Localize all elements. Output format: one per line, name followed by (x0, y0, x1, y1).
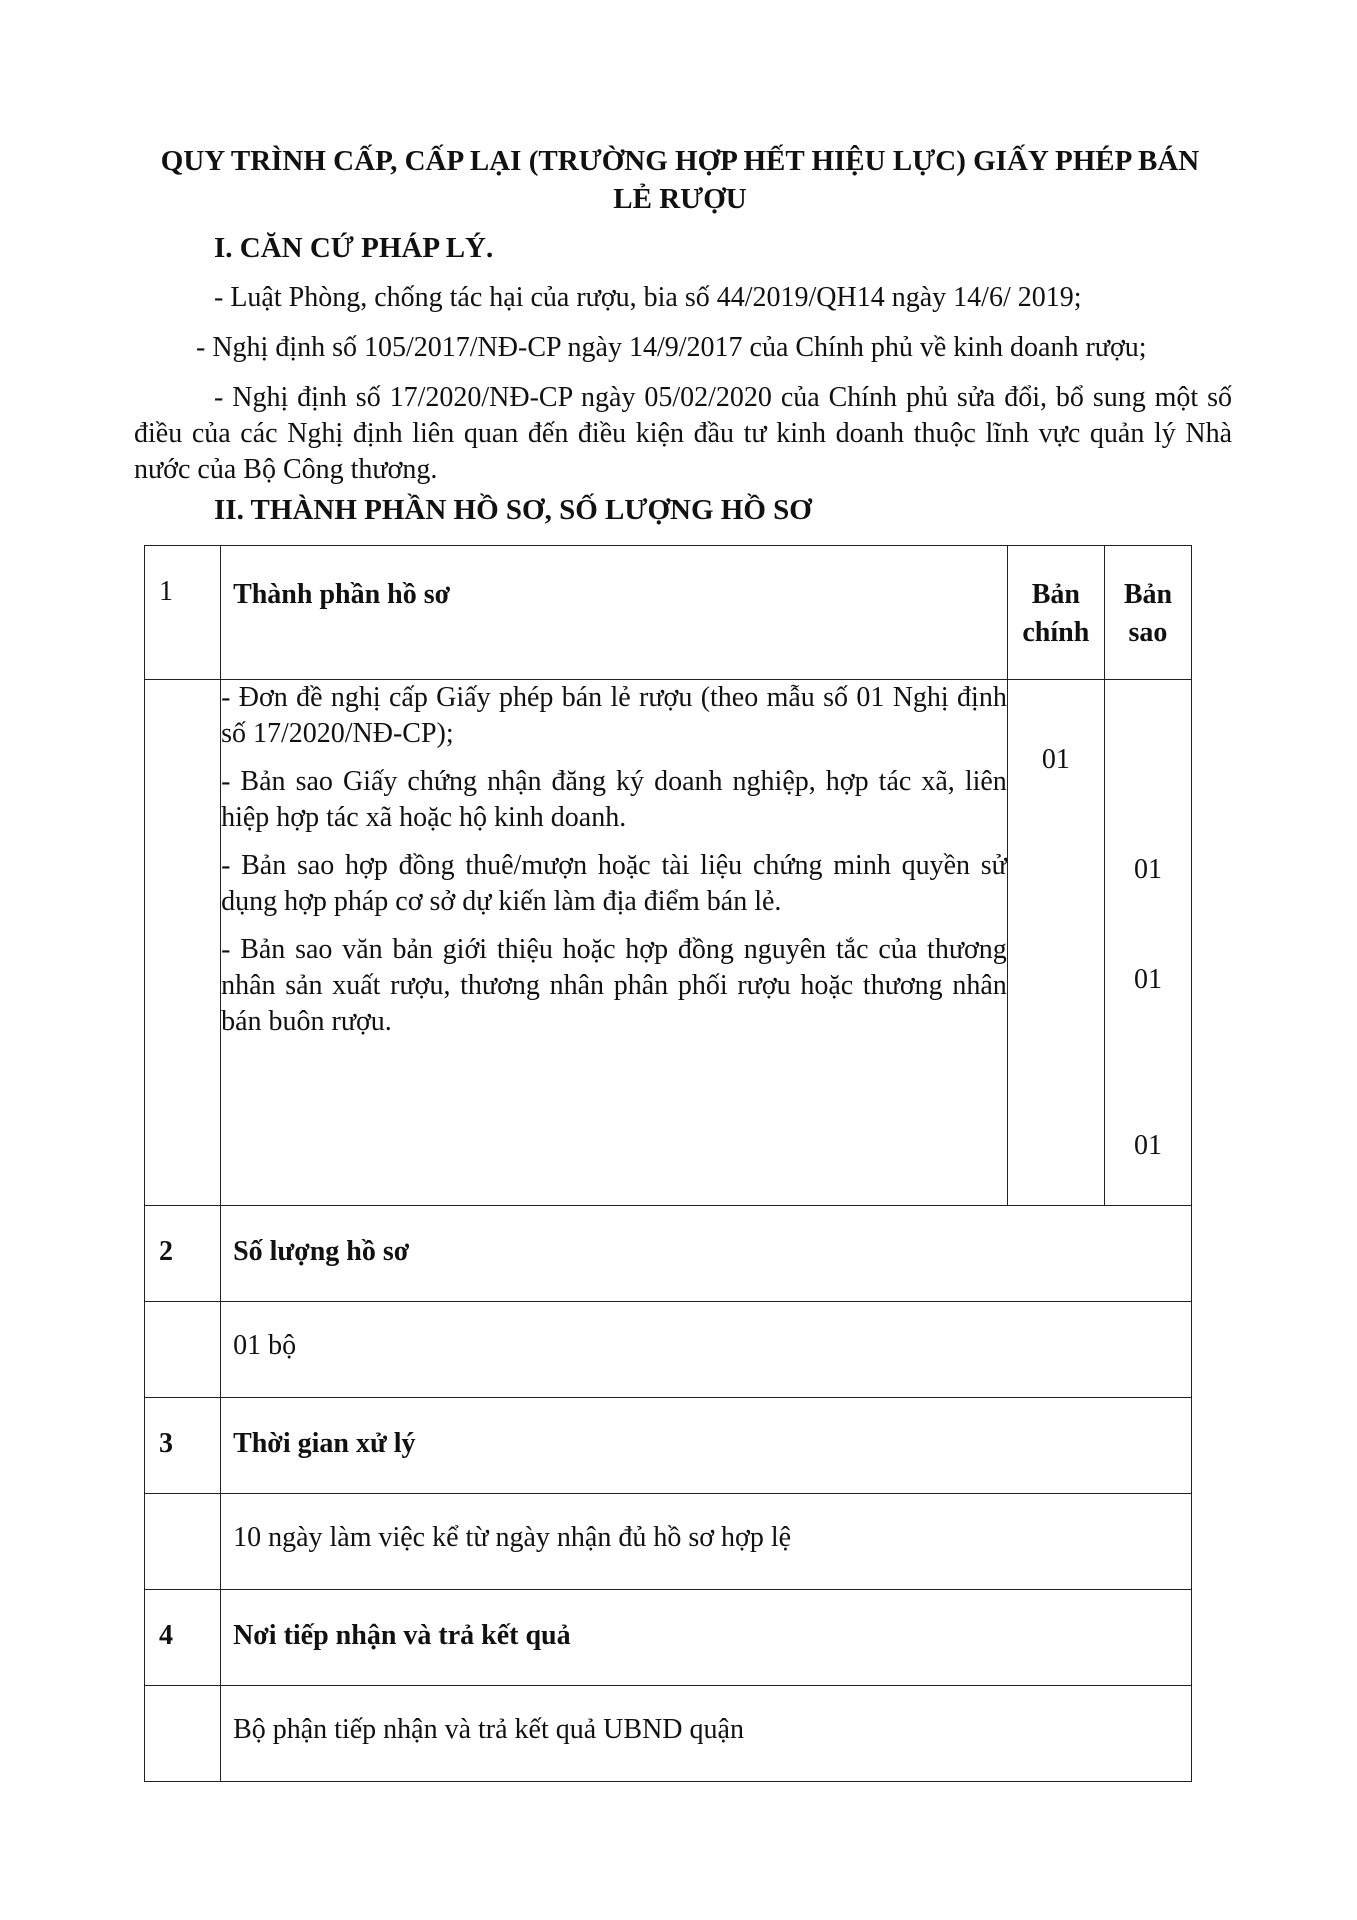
table-row (145, 1302, 1192, 1398)
copy-count: 01 (1133, 964, 1162, 995)
row-number: 2 (159, 1236, 173, 1267)
processing-time-value: 10 ngày làm việc kể từ ngày nhận đủ hồ sơ hợp lệ (233, 1522, 792, 1553)
column-header-components: Thành phần hồ sơ (233, 579, 451, 610)
copy-count: 01 (1133, 1130, 1162, 1161)
table-row (145, 680, 1192, 1206)
row-number: 4 (159, 1620, 173, 1651)
original-count: 01 (1041, 744, 1070, 775)
column-header-original: Bản chính (1022, 579, 1090, 648)
dossier-item: - Bản sao Giấy chứng nhận đăng ký doanh nghiệp, hợp tác xã, liên hiệp hợp tác xã hoặc hộ kinh doanh. (221, 766, 1007, 833)
legal-basis-item: - Nghị định số 17/2020/NĐ-CP ngày 05/02/2020 của Chính phủ sửa đổi, bổ sung một số điều của các Nghị định liên quan đến điều kiện đầu tư kinh doanh thuộc lĩnh vực quản lý Nhà nước của Bộ Công thương. (134, 382, 1232, 485)
legal-basis-item: - Nghị định số 105/2017/NĐ-CP ngày 14/9/2017 của Chính phủ về kinh doanh rượu; (196, 332, 1147, 363)
copy-count: 01 (1133, 854, 1162, 885)
dossier-item: - Bản sao văn bản giới thiệu hoặc hợp đồng nguyên tắc của thương nhân sản xuất rượu, thương nhân phân phối rượu hoặc thương nhân bán buôn rượu. (221, 934, 1007, 1037)
table-row (145, 1590, 1192, 1686)
table-row (145, 1686, 1192, 1782)
dossier-item: - Bản sao hợp đồng thuê/mượn hoặc tài liệu chứng minh quyền sử dụng hợp pháp cơ sở dự kiến làm địa điểm bán lẻ. (221, 850, 1007, 917)
row-number: 1 (159, 576, 173, 607)
quantity-value: 01 bộ (233, 1330, 297, 1361)
quantity-title: Số lượng hồ sơ (233, 1236, 410, 1267)
table-row (145, 1206, 1192, 1302)
processing-time-title: Thời gian xử lý (233, 1428, 416, 1459)
table-header-row (145, 546, 1192, 680)
dossier-item: - Đơn đề nghị cấp Giấy phép bán lẻ rượu (theo mẫu số 01 Nghị định số 17/2020/NĐ-CP); (221, 682, 1007, 749)
row-number: 3 (159, 1428, 173, 1459)
section-heading-dossier: II. THÀNH PHẦN HỒ SƠ, SỐ LƯỢNG HỒ SƠ (214, 494, 812, 526)
receiving-place-title: Nơi tiếp nhận và trả kết quả (233, 1620, 571, 1651)
document-title: QUY TRÌNH CẤP, CẤP LẠI (TRƯỜNG HỢP HẾT HIỆU LỰC) GIẤY PHÉP BÁN LẺ RƯỢU (160, 145, 1200, 215)
column-header-copy: Bản sao (1123, 579, 1173, 648)
dossier-table (144, 545, 1192, 1782)
table-row (145, 1398, 1192, 1494)
section-heading-legal-basis: I. CĂN CỨ PHÁP LÝ. (214, 232, 494, 264)
table-row (145, 1494, 1192, 1590)
legal-basis-item: - Luật Phòng, chống tác hại của rượu, bia số 44/2019/QH14 ngày 14/6/ 2019; (214, 282, 1082, 313)
receiving-place-value: Bộ phận tiếp nhận và trả kết quả UBND quận (233, 1714, 744, 1745)
